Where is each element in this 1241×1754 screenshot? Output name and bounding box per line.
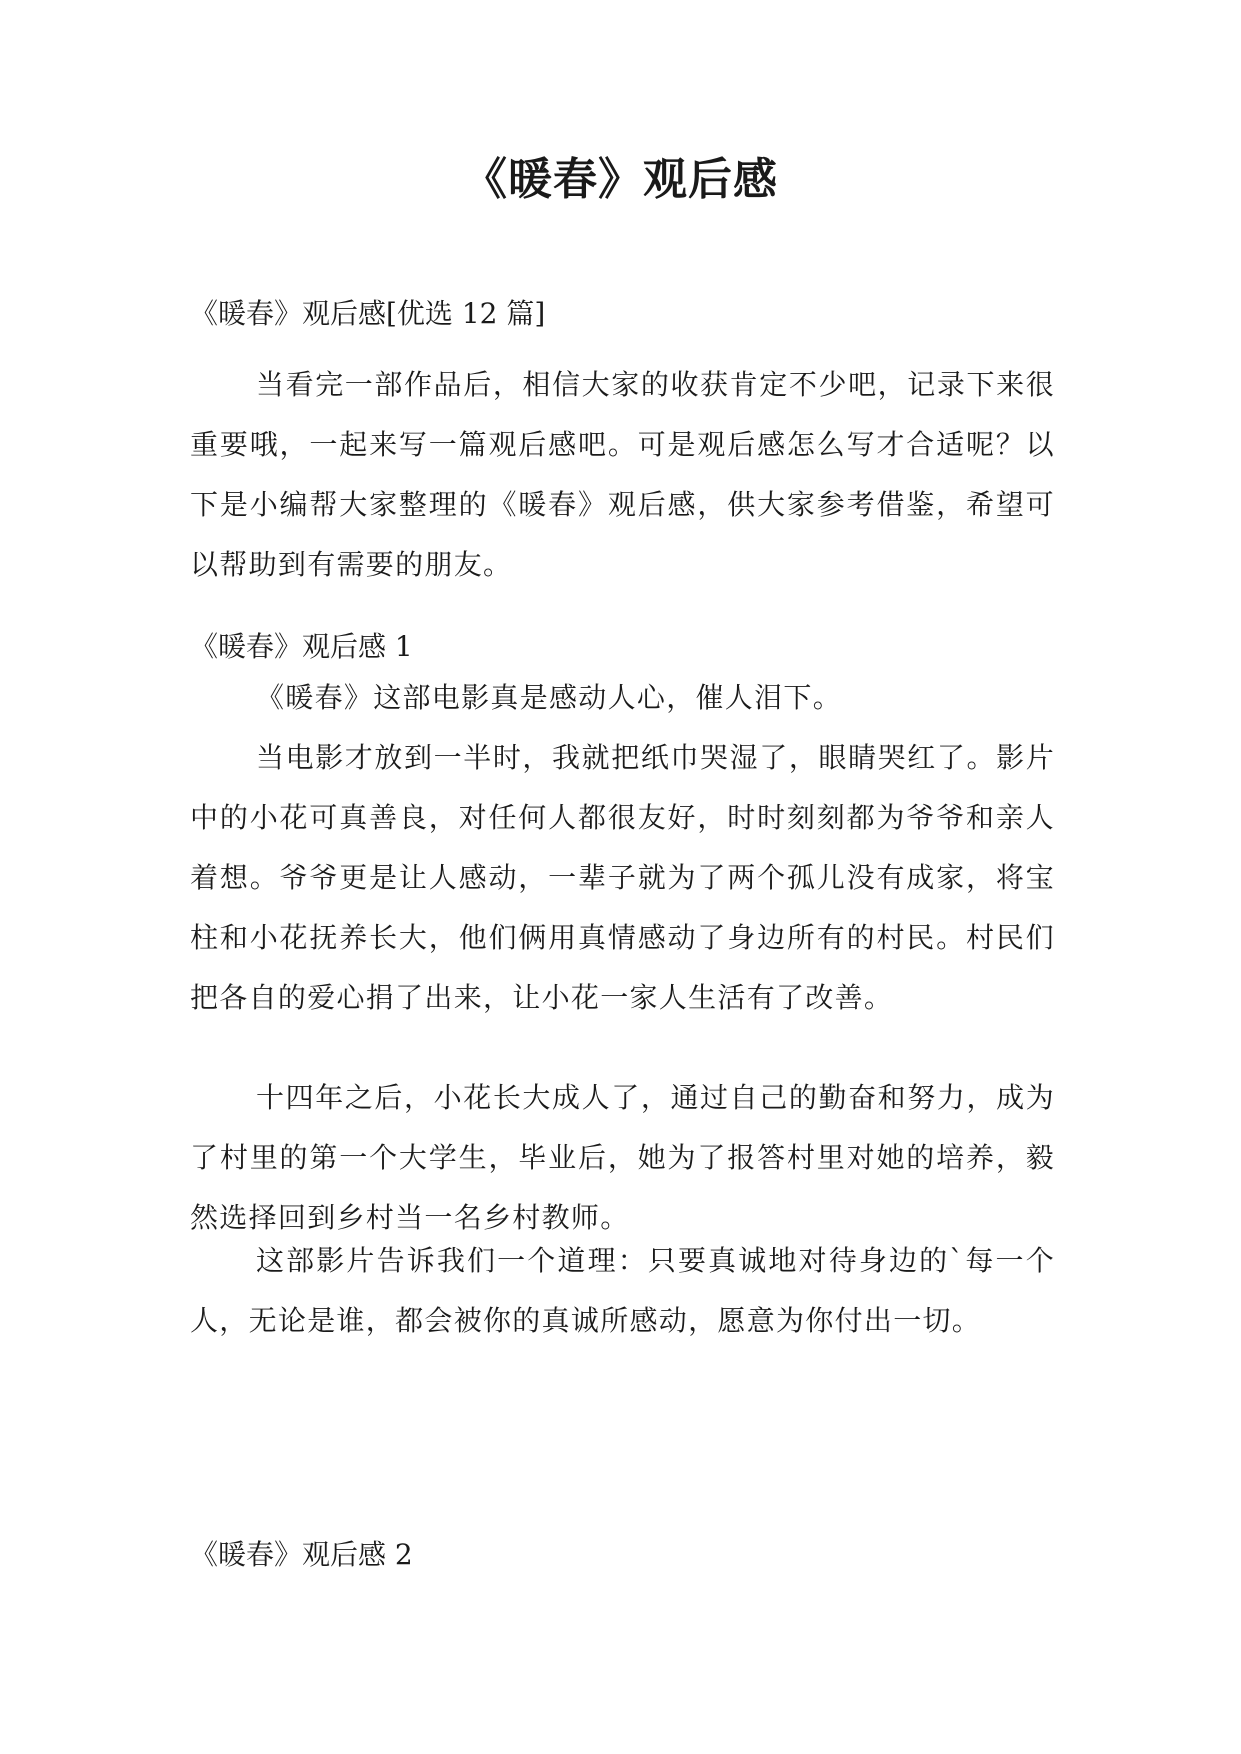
section-2-heading: 《暖春》观后感 2 bbox=[190, 1538, 413, 1571]
section-1-paragraph-4: 这部影片告诉我们一个道理：只要真诚地对待身边的`每一个人，无论是谁，都会被你的真诚所感动，愿意为你付出一切。 bbox=[190, 1244, 1055, 1337]
section-1-paragraph-1: 《暖春》这部电影真是感动人心，催人泪下。 bbox=[256, 681, 843, 714]
intro-paragraph: 当看完一部作品后，相信大家的收获肯定不少吧，记录下来很重要哦，一起来写一篇观后感吧。可是观后感怎么写才合适呢？以下是小编帮大家整理的《暖春》观后感，供大家参考借鉴，希望可以帮助到有需要的朋友。 bbox=[190, 368, 1055, 581]
section-1-paragraph-2: 当电影才放到一半时，我就把纸巾哭湿了，眼睛哭红了。影片中的小花可真善良，对任何人都很友好，时时刻刻都为爷爷和亲人着想。爷爷更是让人感动，一辈子就为了两个孤儿没有成家，将宝柱和小花抚养长大，他们俩用真情感动了身边所有的村民。村民们把各自的爱心捐了出来，让小花一家人生活有了改善。 bbox=[190, 741, 1055, 1014]
section-1-heading: 《暖春》观后感 1 bbox=[190, 630, 413, 663]
document-subtitle: 《暖春》观后感[优选 12 篇] bbox=[190, 297, 546, 330]
section-1-paragraph-3: 十四年之后，小花长大成人了，通过自己的勤奋和努力，成为了村里的第一个大学生，毕业后，她为了报答村里对她的培养，毅然选择回到乡村当一名乡村教师。 bbox=[190, 1081, 1055, 1234]
document-title: 《暖春》观后感 bbox=[463, 154, 778, 205]
